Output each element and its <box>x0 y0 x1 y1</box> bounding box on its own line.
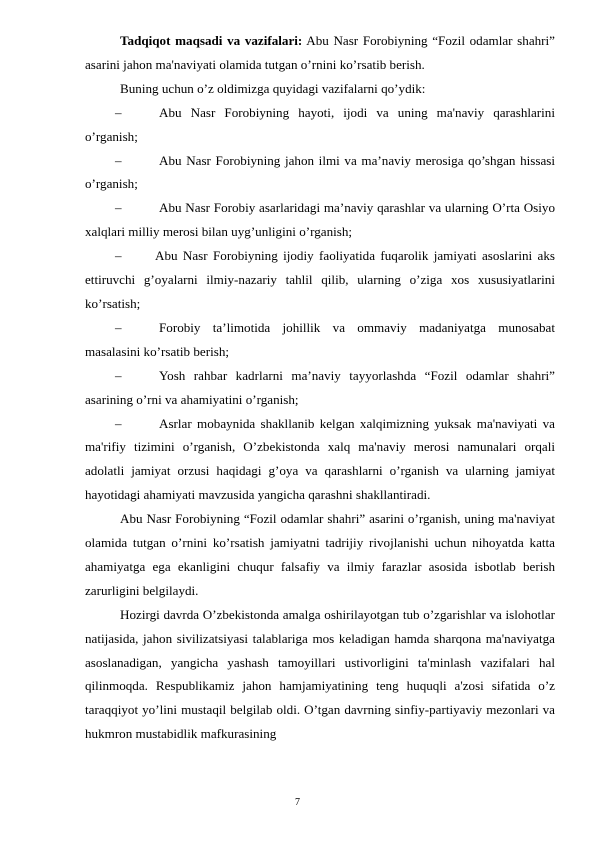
intro-text: Abu Nasr Forobiyning “Fozil odamlar shahri” asarini jahon ma'naviyati olamida tutgan o’rnini ko’rsatib berish. <box>85 33 555 72</box>
intro-paragraph <box>85 29 555 77</box>
paragraph-2: Abu Nasr Forobiyning “Fozil odamlar shahri” asarini o’rganish, uning ma'naviyat olamida tutgan o’rnini ko’rsatish jamiyatni tadrijiy rivojlanishi uchun nihoyatda katta ahamiyatga ega ekanligini chuqur falsafiy va ilmiy farazlar asosida isbotlab berish zarurligini belgilaydi. <box>85 511 555 598</box>
list-item <box>85 101 555 149</box>
tasks-heading: Buning uchun o’z oldimizga quyidagi vazifalarni qo’ydik: <box>120 80 426 96</box>
list-item <box>85 244 555 316</box>
dash-bullet: – <box>115 319 122 335</box>
list-item-text: Abu Nasr Forobiyning ijodiy faoliyatida fuqarolik jamiyati asoslarini aks ettiruvchi g’oyalarni ilmiy-nazariy tahlil qilib, ularning o’ziga xos xususiyatlarini ko’rsatish; <box>85 248 555 311</box>
list-item <box>85 149 555 197</box>
dash-bullet: – <box>115 152 122 168</box>
intro-lead: Tadqiqot maqsadi va vazifalari: <box>120 33 303 48</box>
list-item <box>85 364 555 412</box>
task-list <box>85 101 555 507</box>
list-item <box>85 412 555 508</box>
list-item-text: Asrlar mobaynida shakllanib kelgan xalqimizning yuksak ma'naviyati va ma'rifiy tizimini o’rganish, O’zbekistonda xalq ma'naviy merosi namunalari orqali adolatli jamiyat orzusi haqidagi g’oya va qarashlarni o’rganish va ularning jamiyat hayotidagi ahamiyati mavzusida yangicha qarashni shakllantiradi. <box>85 415 555 503</box>
list-item-text: Forobiy ta’limotida johillik va ommaviy madaniyatga munosabat masalasini ko’rsatib berish; <box>85 319 555 359</box>
list-item <box>85 316 555 364</box>
list-item-text: Abu Nasr Forobiy asarlaridagi ma’naviy qarashlar va ularning O’rta Osiyo xalqlari milliy merosi bilan uyg’unligini o’rganish; <box>85 200 555 240</box>
dash-bullet: – <box>115 367 122 383</box>
dash-bullet: – <box>115 104 122 120</box>
dash-bullet: – <box>115 248 122 264</box>
list-item <box>85 196 555 244</box>
page-number: 7 <box>295 797 300 808</box>
list-item-text: Abu Nasr Forobiyning jahon ilmi va ma’naviy merosiga qo’shgan hissasi o’rganish; <box>85 152 555 192</box>
list-item-text: Abu Nasr Forobiyning hayoti, ijodi va uning ma'naviy qarashlarini o’rganish; <box>85 104 555 144</box>
dash-bullet: – <box>115 200 122 216</box>
list-item-text: Yosh rahbar kadrlarni ma’naviy tayyorlashda “Fozil odamlar shahri” asarining o’rni va ahamiyatini o’rganish; <box>85 367 555 407</box>
dash-bullet: – <box>115 415 122 431</box>
paragraph-3: Hozirgi davrda O’zbekistonda amalga oshirilayotgan tub o’zgarishlar va islohotlar natijasida, jahon sivilizatsiyasi talablariga mos keladigan hamda sharqona ma'naviyatga asoslanadigan, yangicha yashash tamoyillari ustivorligini ta'minlash vazifalari hal qilinmoqda. Respublikamiz jahon hamjamiyatining teng huquqli a'zosi sifatida o’z taraqqiyot yo’lini mustaqil belgilab oldi. O’tgan davrning sinfiy-partiyaviy mezonlari va hukmron mustabidlik mafkurasining <box>85 606 555 742</box>
body-text <box>85 29 555 746</box>
